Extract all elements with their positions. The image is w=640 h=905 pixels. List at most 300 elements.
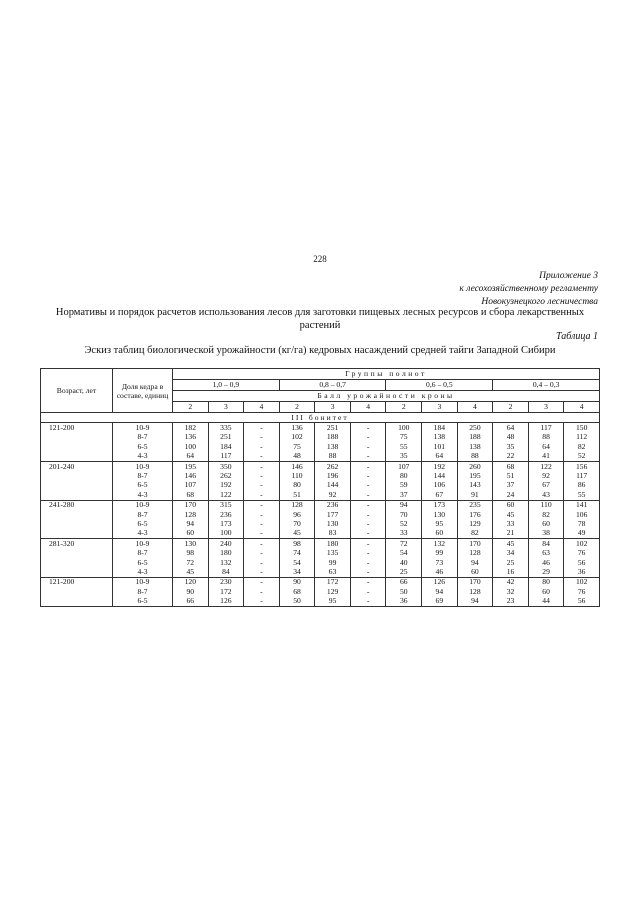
cell-yield-value: 129 bbox=[457, 519, 493, 528]
cell-cedar-share: 10-9 bbox=[113, 539, 173, 549]
cell-yield-value: 132 bbox=[208, 558, 244, 567]
cell-yield-value: 59 bbox=[386, 481, 422, 490]
cell-cedar-share: 6-5 bbox=[113, 442, 173, 451]
cell-yield-value: 54 bbox=[279, 558, 315, 567]
cell-age bbox=[41, 587, 113, 596]
cell-yield-value: - bbox=[350, 539, 386, 549]
cell-age bbox=[41, 558, 113, 567]
cell-yield-value: 68 bbox=[279, 587, 315, 596]
cell-yield-value: 70 bbox=[279, 519, 315, 528]
cell-yield-value: 100 bbox=[386, 423, 422, 433]
cell-yield-value: - bbox=[244, 423, 280, 433]
cell-yield-value: 146 bbox=[173, 471, 209, 480]
cell-yield-value: 92 bbox=[315, 490, 351, 500]
cell-cedar-share: 8-7 bbox=[113, 587, 173, 596]
cell-cedar-share: 6-5 bbox=[113, 481, 173, 490]
header-group-3: 0,6 – 0,5 bbox=[386, 380, 493, 391]
cell-yield-value: 94 bbox=[457, 596, 493, 606]
cell-yield-value: - bbox=[350, 558, 386, 567]
appendix-line-1: Приложение 3 bbox=[539, 271, 598, 281]
cell-yield-value: 75 bbox=[279, 442, 315, 451]
cell-yield-value: 25 bbox=[493, 558, 529, 567]
cell-yield-value: 50 bbox=[386, 587, 422, 596]
cell-yield-value: - bbox=[244, 548, 280, 557]
cell-yield-value: 78 bbox=[564, 519, 600, 528]
cell-yield-value: 335 bbox=[208, 423, 244, 433]
header-score-cell: 3 bbox=[208, 402, 244, 413]
cell-yield-value: 52 bbox=[386, 519, 422, 528]
cell-yield-value: 251 bbox=[315, 423, 351, 433]
header-score-cell: 4 bbox=[564, 402, 600, 413]
cell-age: 241-280 bbox=[41, 500, 113, 510]
cell-yield-value: 150 bbox=[564, 423, 600, 433]
cell-yield-value: 146 bbox=[279, 461, 315, 471]
cell-cedar-share: 4-3 bbox=[113, 490, 173, 500]
cell-yield-value: 52 bbox=[564, 452, 600, 462]
cell-age bbox=[41, 567, 113, 577]
cell-yield-value: 99 bbox=[315, 558, 351, 567]
cell-yield-value: 102 bbox=[564, 539, 600, 549]
cell-yield-value: 107 bbox=[386, 461, 422, 471]
cell-yield-value: - bbox=[244, 510, 280, 519]
table-row bbox=[41, 539, 600, 549]
cell-age bbox=[41, 519, 113, 528]
table-header bbox=[41, 369, 600, 413]
header-score-cell: 2 bbox=[386, 402, 422, 413]
cell-yield-value: 50 bbox=[279, 596, 315, 606]
cell-cedar-share: 6-5 bbox=[113, 558, 173, 567]
cell-yield-value: 66 bbox=[386, 577, 422, 587]
cell-yield-value: 144 bbox=[315, 481, 351, 490]
table-row bbox=[41, 596, 600, 606]
header-cedar-share: Доля кедра в составе, единиц bbox=[113, 369, 173, 413]
cell-yield-value: 92 bbox=[528, 471, 564, 480]
table-row bbox=[41, 587, 600, 596]
cell-yield-value: - bbox=[244, 539, 280, 549]
cell-yield-value: 67 bbox=[422, 490, 458, 500]
cell-yield-value: 94 bbox=[457, 558, 493, 567]
table-caption: Эскиз таблиц биологической урожайности (кг/га) кедровых насаждений средней тайги Западной Сибири bbox=[84, 345, 556, 356]
cell-yield-value: 48 bbox=[493, 433, 529, 442]
cell-yield-value: 83 bbox=[315, 529, 351, 539]
cell-yield-value: - bbox=[350, 567, 386, 577]
cell-yield-value: 99 bbox=[422, 548, 458, 557]
cell-yield-value: 262 bbox=[208, 471, 244, 480]
cell-yield-value: - bbox=[244, 481, 280, 490]
cell-yield-value: 44 bbox=[528, 596, 564, 606]
cell-yield-value: 110 bbox=[528, 500, 564, 510]
appendix-header bbox=[298, 270, 598, 309]
cell-yield-value: 35 bbox=[386, 452, 422, 462]
cell-yield-value: 35 bbox=[493, 442, 529, 451]
cell-yield-value: 43 bbox=[528, 490, 564, 500]
cell-yield-value: 73 bbox=[422, 558, 458, 567]
cell-yield-value: - bbox=[350, 481, 386, 490]
cell-yield-value: 49 bbox=[564, 529, 600, 539]
table-body bbox=[41, 413, 600, 607]
cell-yield-value: 100 bbox=[173, 442, 209, 451]
header-score-cell: 3 bbox=[422, 402, 458, 413]
cell-yield-value: - bbox=[350, 452, 386, 462]
header-score-cell: 2 bbox=[279, 402, 315, 413]
cell-cedar-share: 4-3 bbox=[113, 452, 173, 462]
cell-yield-value: 170 bbox=[457, 577, 493, 587]
cell-yield-value: 122 bbox=[528, 461, 564, 471]
cell-yield-value: 170 bbox=[457, 539, 493, 549]
cell-yield-value: 102 bbox=[279, 433, 315, 442]
cell-yield-value: 54 bbox=[386, 548, 422, 557]
header-group-4: 0,4 – 0,3 bbox=[493, 380, 600, 391]
cell-yield-value: 102 bbox=[564, 577, 600, 587]
cell-yield-value: 70 bbox=[386, 510, 422, 519]
cell-yield-value: 68 bbox=[173, 490, 209, 500]
cell-yield-value: 138 bbox=[422, 433, 458, 442]
table-row bbox=[41, 510, 600, 519]
cell-yield-value: 240 bbox=[208, 539, 244, 549]
table-row bbox=[41, 529, 600, 539]
cell-yield-value: 67 bbox=[528, 481, 564, 490]
cell-yield-value: 128 bbox=[173, 510, 209, 519]
header-score-cell: 2 bbox=[173, 402, 209, 413]
cell-yield-value: 80 bbox=[386, 471, 422, 480]
cell-yield-value: 143 bbox=[457, 481, 493, 490]
cell-age: 201-240 bbox=[41, 461, 113, 471]
cell-yield-value: - bbox=[350, 577, 386, 587]
cell-yield-value: 180 bbox=[208, 548, 244, 557]
cell-yield-value: 250 bbox=[457, 423, 493, 433]
cell-yield-value: 63 bbox=[528, 548, 564, 557]
table-row bbox=[41, 519, 600, 528]
cell-yield-value: 350 bbox=[208, 461, 244, 471]
cell-yield-value: 23 bbox=[493, 596, 529, 606]
cell-yield-value: 117 bbox=[208, 452, 244, 462]
cell-yield-value: 34 bbox=[493, 548, 529, 557]
table-row bbox=[41, 558, 600, 567]
cell-yield-value: 64 bbox=[493, 423, 529, 433]
cell-yield-value: 45 bbox=[279, 529, 315, 539]
cell-yield-value: - bbox=[244, 558, 280, 567]
cell-yield-value: 24 bbox=[493, 490, 529, 500]
cell-yield-value: 94 bbox=[173, 519, 209, 528]
cell-yield-value: 69 bbox=[422, 596, 458, 606]
cell-yield-value: 88 bbox=[528, 433, 564, 442]
table-row bbox=[41, 461, 600, 471]
cell-yield-value: 82 bbox=[528, 510, 564, 519]
cell-age bbox=[41, 471, 113, 480]
cell-yield-value: 94 bbox=[422, 587, 458, 596]
cell-yield-value: 56 bbox=[564, 558, 600, 567]
cell-yield-value: 38 bbox=[528, 529, 564, 539]
cell-yield-value: 76 bbox=[564, 587, 600, 596]
cell-yield-value: 188 bbox=[457, 433, 493, 442]
document-title: Нормативы и порядок расчетов использования лесов для заготовки пищевых лесных ресурсов и сбора лекарственных растений bbox=[55, 307, 585, 331]
cell-yield-value: - bbox=[244, 461, 280, 471]
cell-yield-value: - bbox=[244, 529, 280, 539]
cell-yield-value: 182 bbox=[173, 423, 209, 433]
cell-yield-value: 236 bbox=[208, 510, 244, 519]
cell-yield-value: - bbox=[244, 577, 280, 587]
cell-yield-value: 48 bbox=[279, 452, 315, 462]
header-density-groups: Группы полнот bbox=[173, 369, 600, 380]
table-row bbox=[41, 567, 600, 577]
header-score-cell: 2 bbox=[493, 402, 529, 413]
cell-yield-value: 117 bbox=[528, 423, 564, 433]
cell-yield-value: 135 bbox=[315, 548, 351, 557]
cell-yield-value: 46 bbox=[422, 567, 458, 577]
cell-yield-value: 91 bbox=[457, 490, 493, 500]
cell-yield-value: - bbox=[244, 519, 280, 528]
cell-yield-value: 60 bbox=[457, 567, 493, 577]
cell-yield-value: 126 bbox=[208, 596, 244, 606]
cell-yield-value: 126 bbox=[422, 577, 458, 587]
cell-yield-value: 94 bbox=[386, 500, 422, 510]
cell-age bbox=[41, 596, 113, 606]
cell-yield-value: 98 bbox=[279, 539, 315, 549]
cell-yield-value: 98 bbox=[173, 548, 209, 557]
cell-yield-value: 84 bbox=[208, 567, 244, 577]
cell-yield-value: 64 bbox=[422, 452, 458, 462]
cell-yield-value: 40 bbox=[386, 558, 422, 567]
cell-yield-value: - bbox=[350, 461, 386, 471]
cell-yield-value: 75 bbox=[386, 433, 422, 442]
cell-age bbox=[41, 510, 113, 519]
cell-yield-value: 41 bbox=[528, 452, 564, 462]
cell-yield-value: 144 bbox=[422, 471, 458, 480]
cell-yield-value: 88 bbox=[457, 452, 493, 462]
header-group-2: 0,8 – 0,7 bbox=[279, 380, 386, 391]
table-row bbox=[41, 471, 600, 480]
cell-yield-value: - bbox=[350, 423, 386, 433]
cell-yield-value: - bbox=[350, 471, 386, 480]
cell-yield-value: - bbox=[244, 500, 280, 510]
cell-cedar-share: 10-9 bbox=[113, 500, 173, 510]
cell-yield-value: 56 bbox=[564, 596, 600, 606]
cell-age: 121-200 bbox=[41, 423, 113, 433]
cell-yield-value: - bbox=[244, 442, 280, 451]
cell-yield-value: 22 bbox=[493, 452, 529, 462]
cell-yield-value: - bbox=[350, 442, 386, 451]
cell-yield-value: 173 bbox=[208, 519, 244, 528]
cell-yield-value: 36 bbox=[564, 567, 600, 577]
cell-yield-value: 315 bbox=[208, 500, 244, 510]
cell-yield-value: 25 bbox=[386, 567, 422, 577]
yield-table bbox=[40, 368, 600, 607]
cell-yield-value: 128 bbox=[457, 548, 493, 557]
cell-yield-value: 195 bbox=[173, 461, 209, 471]
cell-yield-value: 66 bbox=[173, 596, 209, 606]
cell-cedar-share: 4-3 bbox=[113, 567, 173, 577]
cell-yield-value: 33 bbox=[493, 519, 529, 528]
header-score-cell: 4 bbox=[457, 402, 493, 413]
cell-yield-value: 45 bbox=[493, 539, 529, 549]
cell-yield-value: 101 bbox=[422, 442, 458, 451]
cell-age bbox=[41, 452, 113, 462]
cell-age bbox=[41, 433, 113, 442]
cell-cedar-share: 4-3 bbox=[113, 529, 173, 539]
cell-yield-value: 236 bbox=[315, 500, 351, 510]
cell-yield-value: 172 bbox=[208, 587, 244, 596]
cell-yield-value: - bbox=[350, 490, 386, 500]
cell-yield-value: 82 bbox=[564, 442, 600, 451]
cell-yield-value: 128 bbox=[457, 587, 493, 596]
cell-yield-value: 195 bbox=[457, 471, 493, 480]
cell-yield-value: 95 bbox=[315, 596, 351, 606]
cell-yield-value: 60 bbox=[173, 529, 209, 539]
table-row bbox=[41, 442, 600, 451]
cell-yield-value: 141 bbox=[564, 500, 600, 510]
cell-yield-value: 60 bbox=[528, 519, 564, 528]
cell-yield-value: 72 bbox=[173, 558, 209, 567]
cell-yield-value: 184 bbox=[208, 442, 244, 451]
cell-yield-value: 16 bbox=[493, 567, 529, 577]
cell-yield-value: 230 bbox=[208, 577, 244, 587]
header-score-cell: 4 bbox=[350, 402, 386, 413]
bonitet-label: III бонитет bbox=[41, 413, 600, 423]
cell-yield-value: 37 bbox=[493, 481, 529, 490]
appendix-line-3: Новокузнецкого лесничества bbox=[481, 297, 598, 307]
cell-yield-value: 60 bbox=[422, 529, 458, 539]
cell-cedar-share: 6-5 bbox=[113, 596, 173, 606]
cell-yield-value: 55 bbox=[386, 442, 422, 451]
cell-yield-value: 130 bbox=[173, 539, 209, 549]
table-row bbox=[41, 452, 600, 462]
table-row bbox=[41, 548, 600, 557]
cell-yield-value: 60 bbox=[528, 587, 564, 596]
header-score-cell: 3 bbox=[528, 402, 564, 413]
cell-yield-value: 128 bbox=[279, 500, 315, 510]
cell-yield-value: 196 bbox=[315, 471, 351, 480]
cell-yield-value: 260 bbox=[457, 461, 493, 471]
cell-yield-value: 45 bbox=[173, 567, 209, 577]
cell-age bbox=[41, 548, 113, 557]
cell-yield-value: 63 bbox=[315, 567, 351, 577]
cell-yield-value: 42 bbox=[493, 577, 529, 587]
table-row bbox=[41, 481, 600, 490]
cell-cedar-share: 10-9 bbox=[113, 461, 173, 471]
cell-yield-value: 60 bbox=[493, 500, 529, 510]
cell-yield-value: 90 bbox=[173, 587, 209, 596]
cell-cedar-share: 6-5 bbox=[113, 519, 173, 528]
cell-yield-value: 138 bbox=[315, 442, 351, 451]
header-crown-score: Балл урожайности кроны bbox=[173, 391, 600, 402]
cell-yield-value: 188 bbox=[315, 433, 351, 442]
cell-yield-value: 34 bbox=[279, 567, 315, 577]
cell-yield-value: 90 bbox=[279, 577, 315, 587]
cell-yield-value: - bbox=[350, 433, 386, 442]
cell-yield-value: 80 bbox=[528, 577, 564, 587]
cell-age: 281-320 bbox=[41, 539, 113, 549]
table-row bbox=[41, 433, 600, 442]
cell-yield-value: 45 bbox=[493, 510, 529, 519]
cell-yield-value: 129 bbox=[315, 587, 351, 596]
cell-yield-value: 21 bbox=[493, 529, 529, 539]
cell-yield-value: 68 bbox=[493, 461, 529, 471]
table-row bbox=[41, 490, 600, 500]
page-number: 228 bbox=[313, 254, 327, 264]
cell-yield-value: 120 bbox=[173, 577, 209, 587]
cell-yield-value: - bbox=[350, 596, 386, 606]
cell-yield-value: 110 bbox=[279, 471, 315, 480]
table-label: Таблица 1 bbox=[556, 331, 598, 342]
cell-yield-value: - bbox=[350, 548, 386, 557]
cell-yield-value: - bbox=[350, 500, 386, 510]
cell-yield-value: - bbox=[244, 596, 280, 606]
cell-yield-value: 136 bbox=[279, 423, 315, 433]
cell-yield-value: - bbox=[350, 587, 386, 596]
cell-yield-value: 64 bbox=[173, 452, 209, 462]
table-row bbox=[41, 500, 600, 510]
cell-yield-value: 74 bbox=[279, 548, 315, 557]
cell-age bbox=[41, 442, 113, 451]
header-score-cell: 3 bbox=[315, 402, 351, 413]
cell-yield-value: 76 bbox=[564, 548, 600, 557]
cell-yield-value: 173 bbox=[422, 500, 458, 510]
cell-yield-value: 29 bbox=[528, 567, 564, 577]
cell-yield-value: 86 bbox=[564, 481, 600, 490]
cell-yield-value: 138 bbox=[457, 442, 493, 451]
cell-yield-value: 96 bbox=[279, 510, 315, 519]
cell-yield-value: 37 bbox=[386, 490, 422, 500]
cell-cedar-share: 10-9 bbox=[113, 423, 173, 433]
cell-yield-value: 251 bbox=[208, 433, 244, 442]
cell-yield-value: 80 bbox=[279, 481, 315, 490]
cell-yield-value: 192 bbox=[208, 481, 244, 490]
cell-yield-value: 32 bbox=[493, 587, 529, 596]
cell-yield-value: - bbox=[244, 567, 280, 577]
cell-cedar-share: 8-7 bbox=[113, 433, 173, 442]
cell-yield-value: 51 bbox=[493, 471, 529, 480]
cell-yield-value: 107 bbox=[173, 481, 209, 490]
cell-yield-value: 55 bbox=[564, 490, 600, 500]
cell-yield-value: 72 bbox=[386, 539, 422, 549]
appendix-line-2: к лесохозяйственному регламенту bbox=[459, 284, 598, 294]
cell-yield-value: 192 bbox=[422, 461, 458, 471]
cell-yield-value: 176 bbox=[457, 510, 493, 519]
cell-yield-value: 117 bbox=[564, 471, 600, 480]
table-row bbox=[41, 423, 600, 433]
cell-yield-value: - bbox=[244, 433, 280, 442]
header-score-cell: 4 bbox=[244, 402, 280, 413]
cell-cedar-share: 8-7 bbox=[113, 548, 173, 557]
cell-yield-value: 156 bbox=[564, 461, 600, 471]
cell-yield-value: - bbox=[244, 587, 280, 596]
cell-cedar-share: 10-9 bbox=[113, 577, 173, 587]
cell-yield-value: 136 bbox=[173, 433, 209, 442]
cell-age bbox=[41, 490, 113, 500]
cell-yield-value: 122 bbox=[208, 490, 244, 500]
cell-yield-value: - bbox=[244, 490, 280, 500]
cell-age: 121-200 bbox=[41, 577, 113, 587]
header-age: Возраст, лет bbox=[41, 369, 113, 413]
cell-cedar-share: 8-7 bbox=[113, 510, 173, 519]
cell-yield-value: 46 bbox=[528, 558, 564, 567]
cell-yield-value: 130 bbox=[315, 519, 351, 528]
table-row bbox=[41, 577, 600, 587]
cell-yield-value: 130 bbox=[422, 510, 458, 519]
cell-yield-value: - bbox=[244, 471, 280, 480]
cell-yield-value: 106 bbox=[422, 481, 458, 490]
cell-age bbox=[41, 529, 113, 539]
cell-yield-value: 64 bbox=[528, 442, 564, 451]
cell-yield-value: 51 bbox=[279, 490, 315, 500]
cell-yield-value: 184 bbox=[422, 423, 458, 433]
cell-yield-value: 95 bbox=[422, 519, 458, 528]
cell-yield-value: 33 bbox=[386, 529, 422, 539]
cell-yield-value: 106 bbox=[564, 510, 600, 519]
cell-yield-value: - bbox=[350, 510, 386, 519]
cell-yield-value: 177 bbox=[315, 510, 351, 519]
cell-yield-value: 180 bbox=[315, 539, 351, 549]
